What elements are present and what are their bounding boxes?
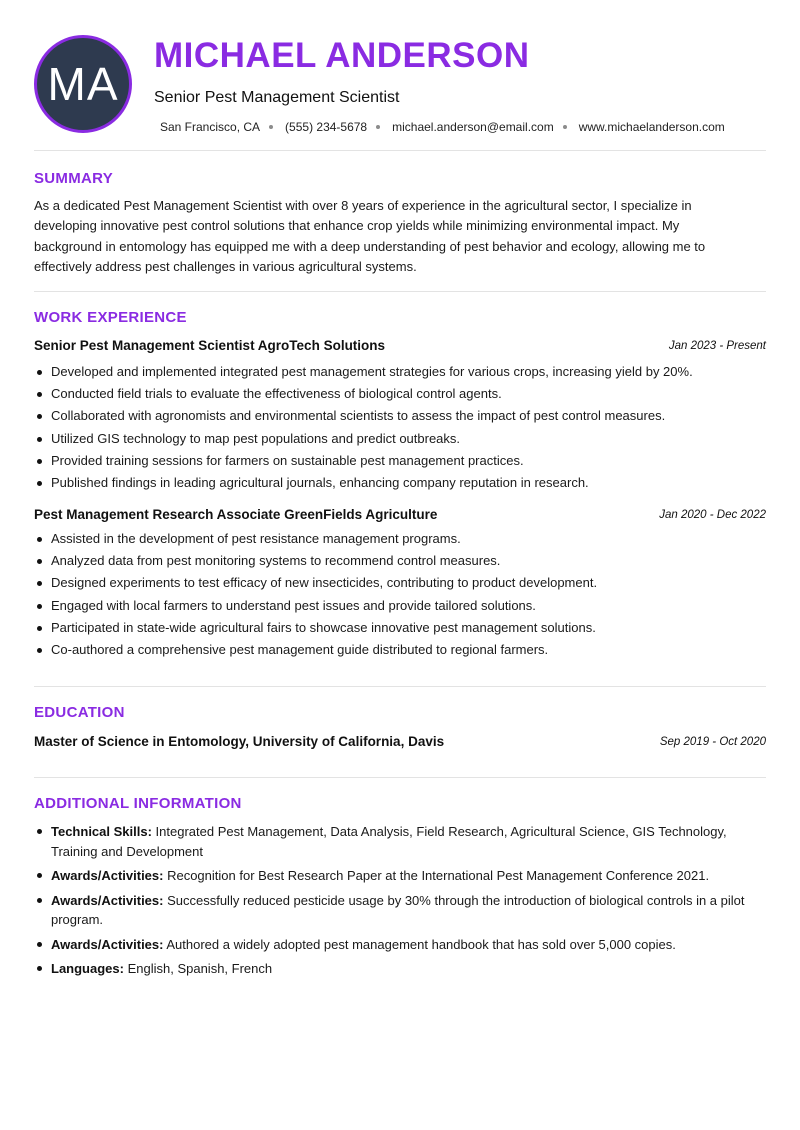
job-dates: Jan 2020 - Dec 2022: [659, 509, 766, 521]
contact-location: San Francisco, CA: [160, 120, 261, 134]
summary-heading: SUMMARY: [34, 170, 114, 187]
divider: [34, 686, 766, 687]
item-text: Recognition for Best Research Paper at the International Pest Management Conference 2021.: [163, 868, 710, 883]
item-text: Successfully reduced pesticide usage by 30% through the introduction of biological controls in a pilot program.: [51, 892, 745, 927]
candidate-name: MICHAEL ANDERSON: [154, 36, 530, 75]
list-item: Engaged with local farmers to understand pest issues and provide tailored solutions.: [34, 595, 766, 617]
divider: [34, 291, 766, 292]
job-bullets: [34, 361, 766, 494]
job-dates: Jan 2023 - Present: [668, 340, 766, 352]
contact-phone[interactable]: (555) 234-5678: [285, 120, 368, 134]
separator-dot: [269, 125, 273, 129]
divider: [34, 777, 766, 778]
summary-text: As a dedicated Pest Management Scientist with over 8 years of experience in the agricultural sector, I specialize in developing innovative pest control solutions that enhance crop yields while minimizing environmental impact. My background in entomology has equipped me with a deep understanding of pest behavior and ecology, allowing me to effectively address pest challenges in various agricultural systems.: [34, 198, 706, 274]
separator-dot: [376, 125, 380, 129]
item-label: Awards/Activities:: [51, 892, 164, 908]
education-dates: Sep 2019 - Oct 2020: [659, 736, 766, 748]
candidate-title: Senior Pest Management Scientist: [154, 89, 400, 106]
list-item: [34, 935, 766, 955]
contact-line: [160, 120, 766, 134]
degree: Master of Science in Entomology, University of California, Davis: [34, 734, 445, 749]
list-item: Analyzed data from pest monitoring systems to recommend control measures.: [34, 550, 766, 572]
contact-email[interactable]: michael.anderson@email.com: [392, 120, 554, 134]
avatar-initials: MA: [47, 58, 119, 110]
list-item: Provided training sessions for farmers on sustainable pest management practices.: [34, 450, 766, 472]
list-item: Conducted field trials to evaluate the effectiveness of biological control agents.: [34, 383, 766, 405]
item-label: Technical Skills:: [51, 824, 152, 839]
list-item: [34, 822, 766, 861]
job-bullets: [34, 528, 766, 661]
job-header: [34, 338, 766, 358]
item-text: Authored a widely adopted pest management handbook that has sold over 5,000 copies.: [163, 936, 676, 952]
list-item: Utilized GIS technology to map pest populations and predict outbreaks.: [34, 428, 766, 450]
list-item: [34, 959, 766, 979]
experience-heading: WORK EXPERIENCE: [34, 309, 187, 326]
list-item: Developed and implemented integrated pest management strategies for various crops, increasing yield by 20%.: [34, 361, 766, 383]
list-item: Assisted in the development of pest resistance management programs.: [34, 528, 766, 550]
separator-dot: [563, 125, 567, 129]
additional-heading: ADDITIONAL INFORMATION: [34, 795, 242, 812]
avatar: [34, 35, 132, 133]
item-text: Integrated Pest Management, Data Analysis, Field Research, Agricultural Science, GIS Technology, Training and Development: [51, 824, 727, 859]
education-heading: EDUCATION: [34, 704, 125, 721]
list-item: Designed experiments to test efficacy of new insecticides, contributing to product development.: [34, 572, 766, 594]
list-item: [34, 866, 766, 886]
item-label: Awards/Activities:: [51, 868, 164, 883]
additional-list: [34, 822, 766, 984]
job-header: [34, 507, 766, 527]
contact-website[interactable]: www.michaelanderson.com: [578, 120, 725, 134]
item-label: Languages:: [51, 961, 124, 976]
divider: [34, 150, 766, 151]
list-item: Published findings in leading agricultural journals, enhancing company reputation in research.: [34, 472, 766, 494]
education-entry: [34, 734, 766, 754]
list-item: Co-authored a comprehensive pest management guide distributed to regional farmers.: [34, 639, 766, 661]
list-item: Collaborated with agronomists and environmental scientists to assess the impact of pest control measures.: [34, 405, 766, 427]
job-title: Pest Management Research Associate GreenFields Agriculture: [34, 507, 438, 522]
list-item: Participated in state-wide agricultural fairs to showcase innovative pest management solutions.: [34, 617, 766, 639]
item-label: Awards/Activities:: [51, 936, 164, 952]
item-text: English, Spanish, French: [123, 961, 273, 976]
list-item: [34, 891, 766, 930]
job-title: Senior Pest Management Scientist AgroTech Solutions: [34, 338, 386, 353]
